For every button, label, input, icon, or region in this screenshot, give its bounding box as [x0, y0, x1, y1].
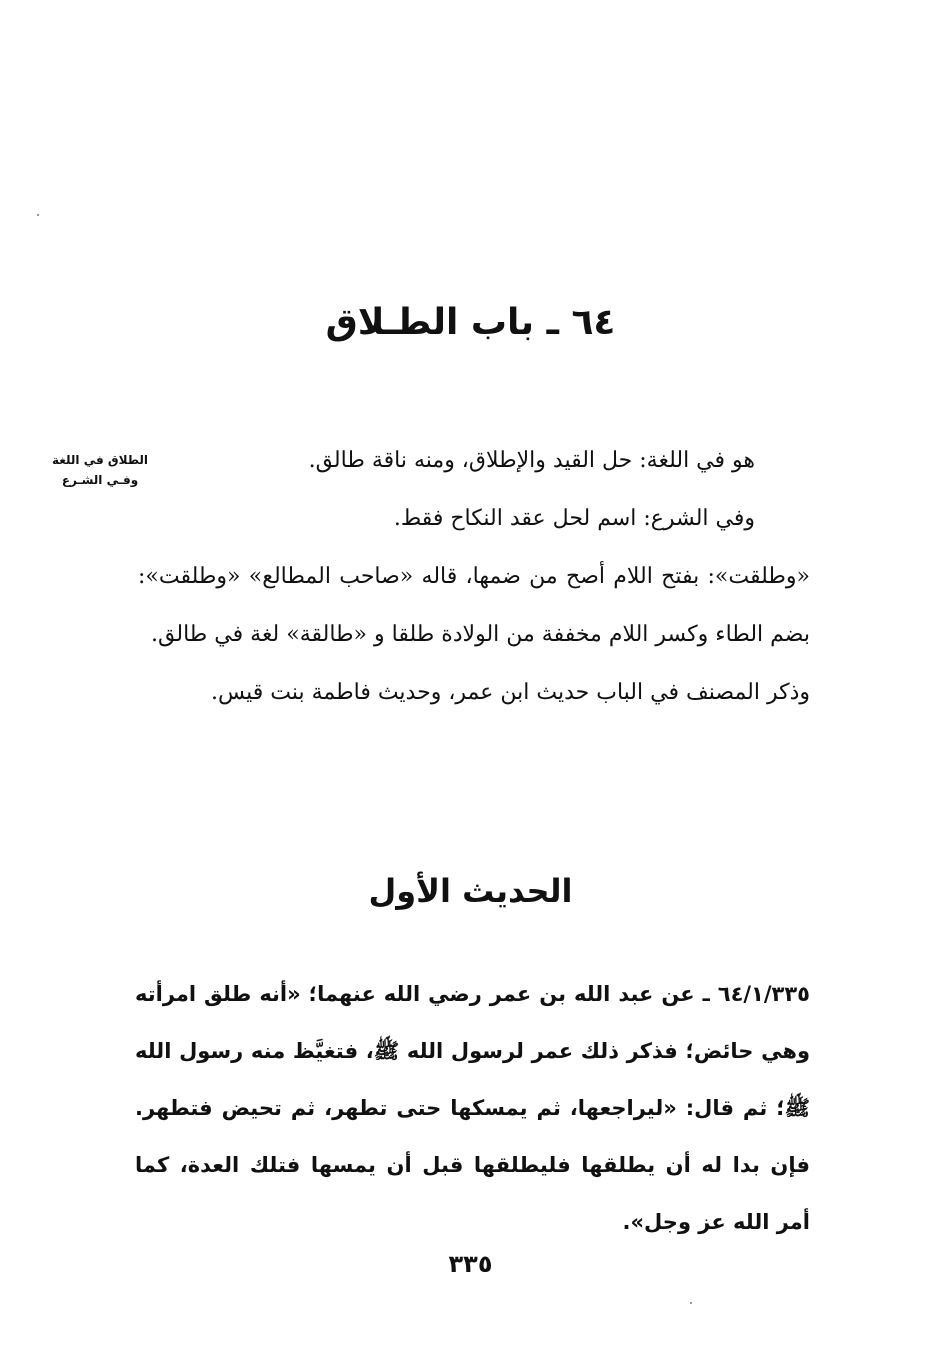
scan-speck: [690, 1302, 692, 1304]
vocalization-note: «وطلقت»: بفتح اللام أصح من ضمها، قاله «صاحب المطالع» «وطلقت»: بضم الطاء وكسر اللام مخففة من الولادة طلقا و «طالقة» لغة في طالق.: [138, 564, 810, 647]
definition-sharia: وفي الشرع: اسم لحل عقد النكاح فقط.: [393, 506, 755, 531]
definition-language: هو في اللغة: حل القيد والإطلاق، ومنه ناقة طالق.: [308, 448, 755, 473]
chapter-contents-note: وذكر المصنف في الباب حديث ابن عمر، وحديث فاطمة بنت قيس.: [211, 680, 810, 705]
margin-note-line-1: الطلاق في اللغة: [51, 453, 149, 467]
scan-speck: [37, 214, 39, 216]
page-number: ٣٣٥: [448, 1250, 493, 1278]
chapter-title: ٦٤ ـ باب الطـلاق: [325, 302, 616, 343]
margin-note-line-2: وفـي الشـرع: [61, 473, 139, 487]
hadith-text: ٦٤/١/٣٣٥ ـ عن عبد الله بن عمر رضي الله عنهما؛ «أنه طلق امرأته وهي حائض؛ فذكر ذلك عمر لرسول الله ﷺ، فتغيَّظ منه رسول الله ﷺ؛ ثم قال: «ليراجعها، ثم يمسكها حتى تطهر، ثم تحيض فتطهر. فإن بدا له أن يطلقها فليطلقها قبل أن يمسها فتلك العدة، كما أمر الله عز وجل».: [135, 982, 810, 1234]
intro-text: [138, 432, 810, 722]
section-title: الحديث الأول: [368, 872, 573, 910]
